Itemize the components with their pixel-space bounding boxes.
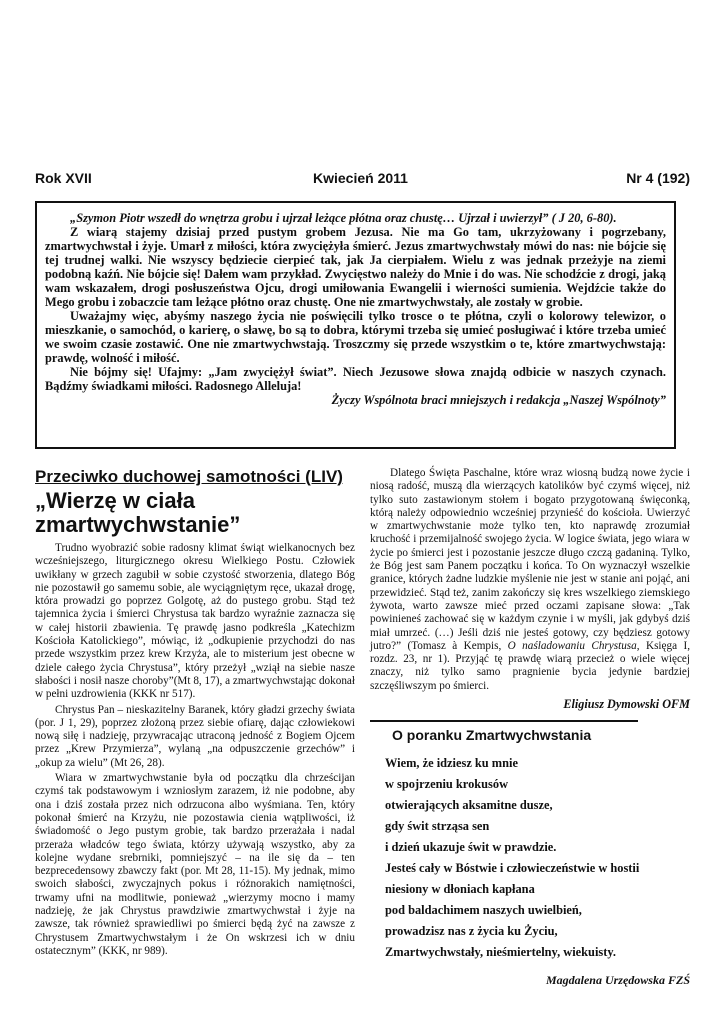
article-author: Eligiusz Dymowski OFM (563, 697, 690, 712)
poem-line: Wiem, że idziesz ku mnie (385, 756, 518, 771)
poem-line: pod baldachimem naszych uwielbień, (385, 903, 582, 918)
paragraph-tail: , Księga I, rozdz. 23, nr 1). Przyjąć tę prawdę wiarą przecież o wiele więcej znaczy, niż tylko samo pragnienie bycia jedynie bardziej szczęśliwszym po śmierci. (370, 639, 690, 692)
article-paragraph (370, 467, 690, 693)
poem-line: Jesteś cały w Bóstwie i człowieczeństwie w hostii (385, 861, 640, 876)
poem-line: prowadzisz nas z życia ku Życiu, (385, 924, 558, 939)
series-kicker: Przeciwko duchowej samotności (LIV) (35, 467, 343, 486)
poem-line: gdy świt strząsa sen (385, 819, 490, 834)
volume-year: Rok XVII (35, 170, 92, 186)
greeting-paragraph: Nie bójmy się! Ufajmy: „Jam zwyciężył świat”. Niech Jezusowe słowa znajdą odbicie w naszych czynach. Bądźmy świadkami miłości. Radosnego Alleluja! (45, 365, 666, 393)
article-title: „Wierzę w ciała zmartwychwstanie” (35, 488, 241, 537)
paragraph-lead: Dlatego Święta Paschalne, które wraz wiosną budzą nowe życie i niosą radość, muszą dla wierzących katolików być czymś więcej, niż tylko suto zastawionym stołem i bogato przygotowaną święconką, którą należy odpowiednio wcześniej przynieść do kościoła. Uwierzyć w zmartwychwstanie może tylko ten, kto naprawdę zrozumiał kruchość i przemijalność swojego życia. W logice świata, jego wiara w życie po śmierci jest i pozostanie jeszcze długo czczą gadaniną. Tylko, że Bóg jest sam Panem początku i końca. To On wyznaczył wszelkie granice, których żadne ludzkie myślenie nie jest w stanie ani pojąć, ani przewidzieć. Stąd też, zanim zakończy się kres wszelkiego ziemskiego żywota, warto zawsze mieć przed oczami zapisane słowa: „Tak powinieneś zachować się w każdym czynie i w myśli, jak gdybyś dziś miał umrzeć. (…) Jeśli dziś nie jesteś gotowy, czy będziesz gotowy jutro?” (Tomasz à Kempis, (370, 467, 690, 652)
poem-body (370, 753, 690, 963)
poem-line: otwierających aksamitne dusze, (385, 798, 553, 813)
poem-author: Magdalena Urzędowska FZŚ (545, 973, 690, 988)
issue-number: Nr 4 (192) (626, 170, 690, 186)
article-right-column (370, 467, 690, 988)
book-title: O naśladowaniu Chrystusa (507, 639, 637, 652)
poem-line: niesiony w dłoniach kapłana (385, 882, 535, 897)
gospel-quote: „Szymon Piotr wszedł do wnętrza grobu i ujrzał leżące płótna oraz chustę… Ujrzał i uwierzył” ( J 20, 6-80). (70, 211, 617, 225)
issue-date: Kwiecień 2011 (313, 170, 408, 186)
poem-title: O poranku Zmartwychwstania (392, 727, 592, 744)
greeting-paragraph: Uważajmy więc, abyśmy naszego życia nie poświęcili tylko trosce o te płótna, czyli o kolorowy telewizor, o mieszkanie, o samochód, o karierę, o sławę, bo są to dobra, którymi trzeba się umieć posługiwać i które trzeba umieć we swoim czasie zostawić. One nie zmartwychwstają. Troszczmy się przede wszystkim o te, które zmartwychwstają: prawdę, wolność i miłość. (45, 309, 666, 365)
article-left-column (35, 467, 355, 960)
greeting-signature: Życzy Wspólnota braci mniejszych i redakcja „Naszej Wspólnoty” (331, 393, 666, 407)
easter-greeting-box (35, 201, 676, 449)
article-paragraph: Wiara w zmartwychwstanie była od początku dla chrześcijan czymś tak podstawowym i wzniosłym zarazem, iż nie podobne, aby ona i dziś została przez nich odrzucona albo wyśmiana. Ten, który pokonał śmierć na Krzyżu, nie pozostawia cienia wątpliwości, iż świadomość o Jego pustym grobie, tak bardzo przerażała i nadal przeraża władców tego świata, którzy używają wszystko, aby za kolejne wydane srebrniki, pomniejszyć – na ile się da – ten bezprecedensowy zbawczy fakt (por. Mt 28, 11-15). My jednak, mimo swoich słabości, zwyczajnych pokus i różnorakich namiętności, trwamy ufni na modlitwie, ponieważ „wierzymy mocno i mamy nadzieję, że jak Chrystus prawdziwie zmartwychwstał i żyje na zawsze, tak również sprawiedliwi po śmierci będą żyć na zawsze z Chrystusem Zmartwychwstałym i że On wskrzesi ich w dniu ostatecznym” (KKK, nr 989). (35, 772, 355, 957)
poem-line: w spojrzeniu krokusów (385, 777, 509, 792)
article-body-left (35, 542, 355, 958)
section-divider (370, 720, 638, 722)
article-paragraph: Chrystus Pan – nieskazitelny Baranek, który gładzi grzechy świata (por. J 1, 29), poprzez złożoną przez siebie ofiarę, dając człowiekowi nową siłę i nadzieję, przywracając utraconą jedność z Bogiem Ojcem przez „Krew Przymierza”, wylaną „na odpuszczenie grzechów” i „okup za wielu” (Mt 26, 28). (35, 703, 355, 769)
greeting-paragraph: Z wiarą stajemy dzisiaj przed pustym grobem Jezusa. Nie ma Go tam, ukrzyżowany i pogrzebany, zmartwychwstał i żyje. Umarł z miłości, która zwyciężyła śmierć. Jezus zmartwychwstały mówi do nas: nie bójcie się tej trudnej walki. Nie wszyscy będziecie cierpieć tak, jak Ja cierpiałem. Wielu z was jednak przeżyje na ziemi podobną kaźń. Nie bójcie się! Dałem wam przykład. Zwycięstwo należy do Mnie i do was. Nie schodźcie z drogi, jaką wam wskazałem, drogi posłuszeństwa Ojcu, drogi umiłowania Ewangelii i wierności sumienia. Wejdźcie także do Mego grobu i zobaczcie tam leżące płótno oraz chustę. One nie zmartwychwstały, ale zostały w grobie. (45, 225, 666, 309)
article-paragraph: Trudno wyobrazić sobie radosny klimat świąt wielkanocnych bez wcześniejszego, liturgicznego okresu Wielkiego Postu. Człowiek uwikłany w grzech zagubił w sobie czystość stworzenia, dlatego Bóg nie pozostawił go samemu sobie, ale wyciągniętym ręce, ukazał drogę, która prowadzi go poprzez Golgotę, aż do pustego grobu. Stąd też tajemnica życia i śmierci Chrystusa tak bardzo wyraźnie zaznacza się w całej historii zbawienia. Tę prawdę jasno podkreśla „Katechizm Kościoła Katolickiego”, mówiąc, iż „odkupienie przychodzi do nas przede wszystkim przez krew Krzyża, ale to misterium jest obecne w dziele całego życia Chrystusa”, który przeżył „wziął na siebie nasze słabości i nosił nasze choroby”(Mt 8, 17), a zmartwychwstając dokonał w pełni uzdrowienia (KKK nr 517). (35, 542, 355, 701)
article-body-right (370, 467, 690, 693)
poem-line: i dzień ukazuje świt w prawdzie. (385, 840, 557, 855)
poem-line: Zmartwychwstały, nieśmiertelny, wiekuisty. (385, 945, 616, 960)
